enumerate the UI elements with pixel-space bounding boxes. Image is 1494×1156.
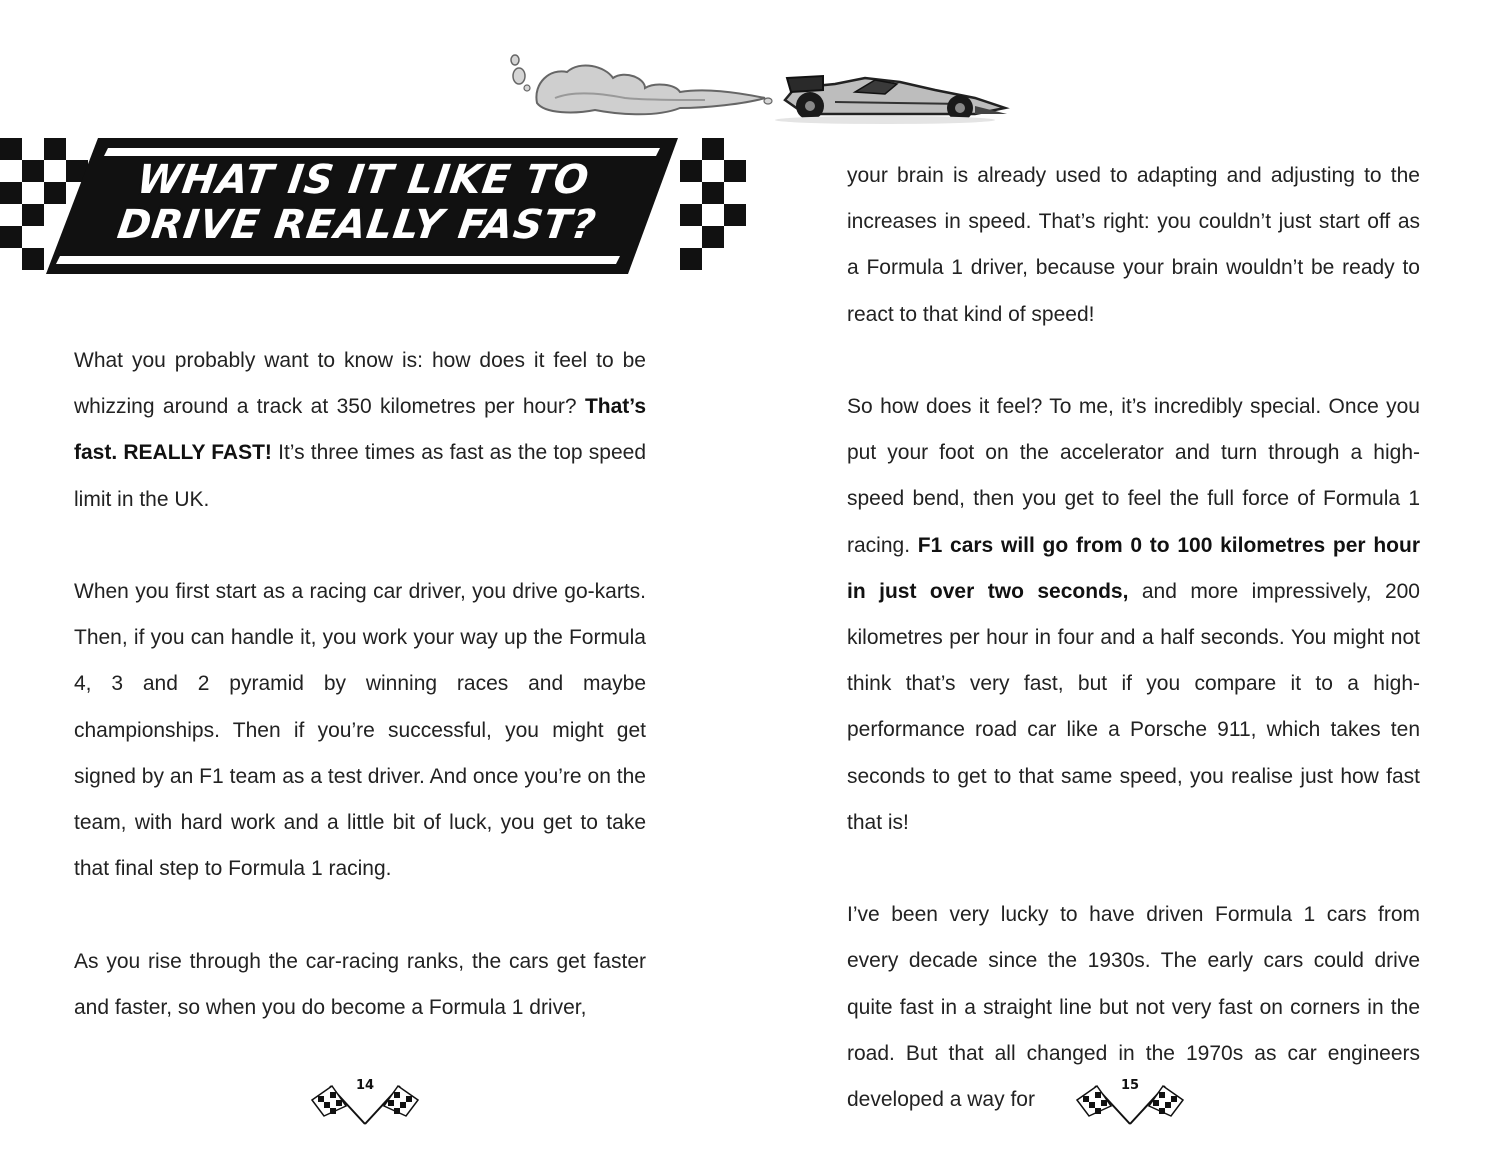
chapter-title-line2: DRIVE REALLY FAST? [114,202,600,248]
page-number-left [310,1076,420,1126]
left-p1-bold: That’s fast. REALLY FAST! [74,395,646,465]
right-paragraph-3: I’ve been very lucky to have driven Formula 1 cars from every decade since the 1930s. The early cars could drive quite fast in a straight line but not very fast on corners in the road. But that all changed in the 1970s as car engineers developed a way for [847,903,1420,1112]
left-paragraph-2: When you first start as a racing car driver, you drive go-karts. Then, if you can handle it, you work your way up the Formula 4, 3 and 2 pyramid by winning races and maybe championships. Then if you’re successful, you might get signed by an F1 team as a test driver. And once you’re on the team, with hard work and a little bit of luck, you get to take that final step to Formula 1 racing. [74,580,646,881]
right-paragraph-1: your brain is already used to adapting and adjusting to the increases in speed. That’s right: you couldn’t just start off as a Formula 1 driver, because your brain wouldn’t be ready to react to that kind of speed! [847,164,1420,326]
right-paragraph-2 [847,384,1420,846]
chapter-title-line1: WHAT IS IT LIKE TO [134,157,593,203]
right-p2-bold: F1 cars will go from 0 to 100 kilometres per hour in just over two seconds, [847,533,1420,603]
left-paragraph-1 [74,338,646,523]
page-number-15: 15 [1120,1078,1140,1093]
page-number-right [1075,1076,1185,1126]
page-number-14: 14 [355,1078,375,1093]
left-paragraph-3: As you rise through the car-racing ranks, the cars get faster and faster, so when you do become a Formula 1 driver, [74,949,646,1019]
left-page-text [74,338,646,1031]
left-p1-text-a: What you probably want to know is: how does it feel to be whizzing around a track at 350 kilometres per hour? [74,349,646,419]
chapter-title [74,158,647,248]
left-p1-text-b: It’s three times as fast as the top speed limit in the UK. [74,441,647,511]
right-p2-text-b: and more impressively, 200 kilometres per hour in four and a half seconds. You might not think that’s very fast, but if you compare it to a high-performance road car like a Porsche 911, which takes ten seconds to get to that same speed, you realise just how fast that is! [847,579,1420,834]
racing-car-illustration [505,48,1010,130]
right-p2-text-a: So how does it feel? To me, it’s incredibly special. Once you put your foot on the accelerator and turn through a high-speed bend, then you get to feel the full force of Formula 1 racing. [847,395,1420,557]
right-page-text [847,153,1420,1123]
